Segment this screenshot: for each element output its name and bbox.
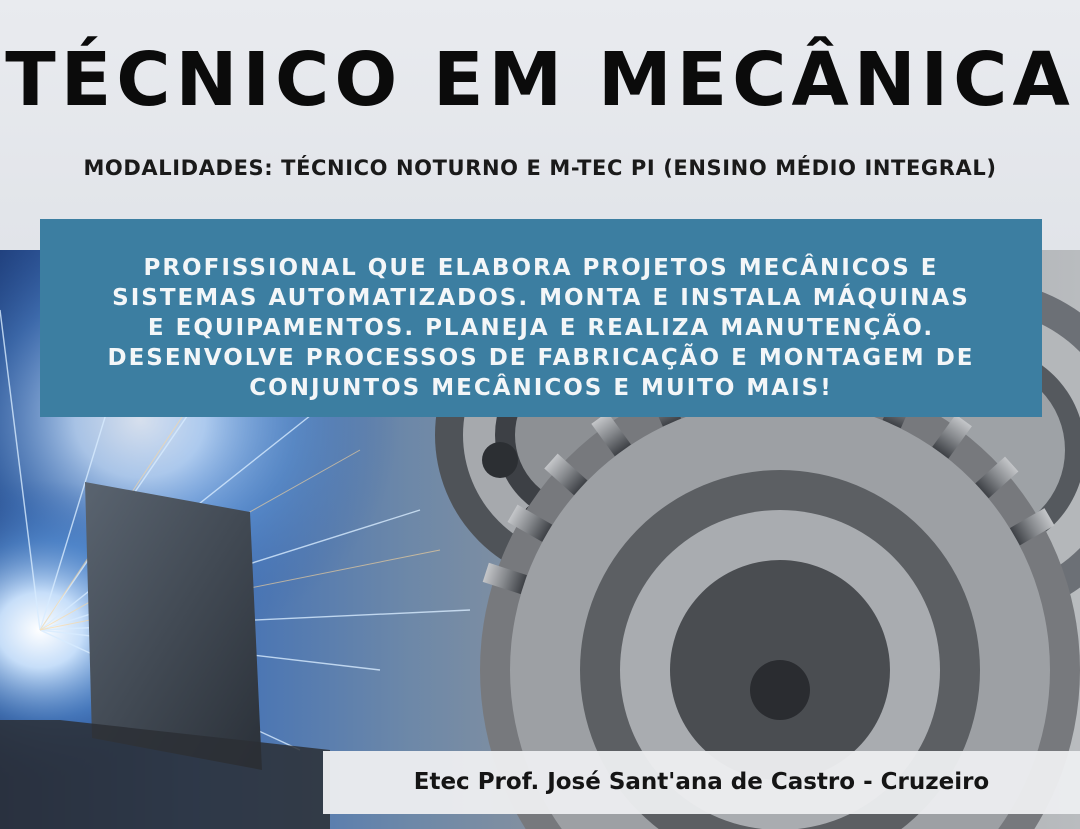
workbench: [0, 720, 330, 829]
description-line: DESENVOLVE PROCESSOS DE FABRICAÇÃO E MONTAGEM DE: [107, 345, 975, 371]
school-footer: [323, 751, 1080, 814]
description-box: [40, 219, 1042, 417]
description-line: CONJUNTOS MECÂNICOS E MUITO MAIS!: [249, 375, 833, 401]
description-line: E EQUIPAMENTOS. PLANEJA E REALIZA MANUTENÇÃO.: [147, 315, 935, 341]
description-line: PROFISSIONAL QUE ELABORA PROJETOS MECÂNICOS E: [143, 255, 939, 281]
modalities-subtitle: MODALIDADES: TÉCNICO NOTURNO E M-TEC PI (ENSINO MÉDIO INTEGRAL): [83, 156, 997, 180]
description-line: SISTEMAS AUTOMATIZADOS. MONTA E INSTALA MÁQUINAS: [112, 285, 970, 311]
school-name: Etec Prof. José Sant'ana de Castro - Cruzeiro: [413, 769, 990, 795]
page-title: TÉCNICO EM MECÂNICA: [5, 37, 1075, 123]
